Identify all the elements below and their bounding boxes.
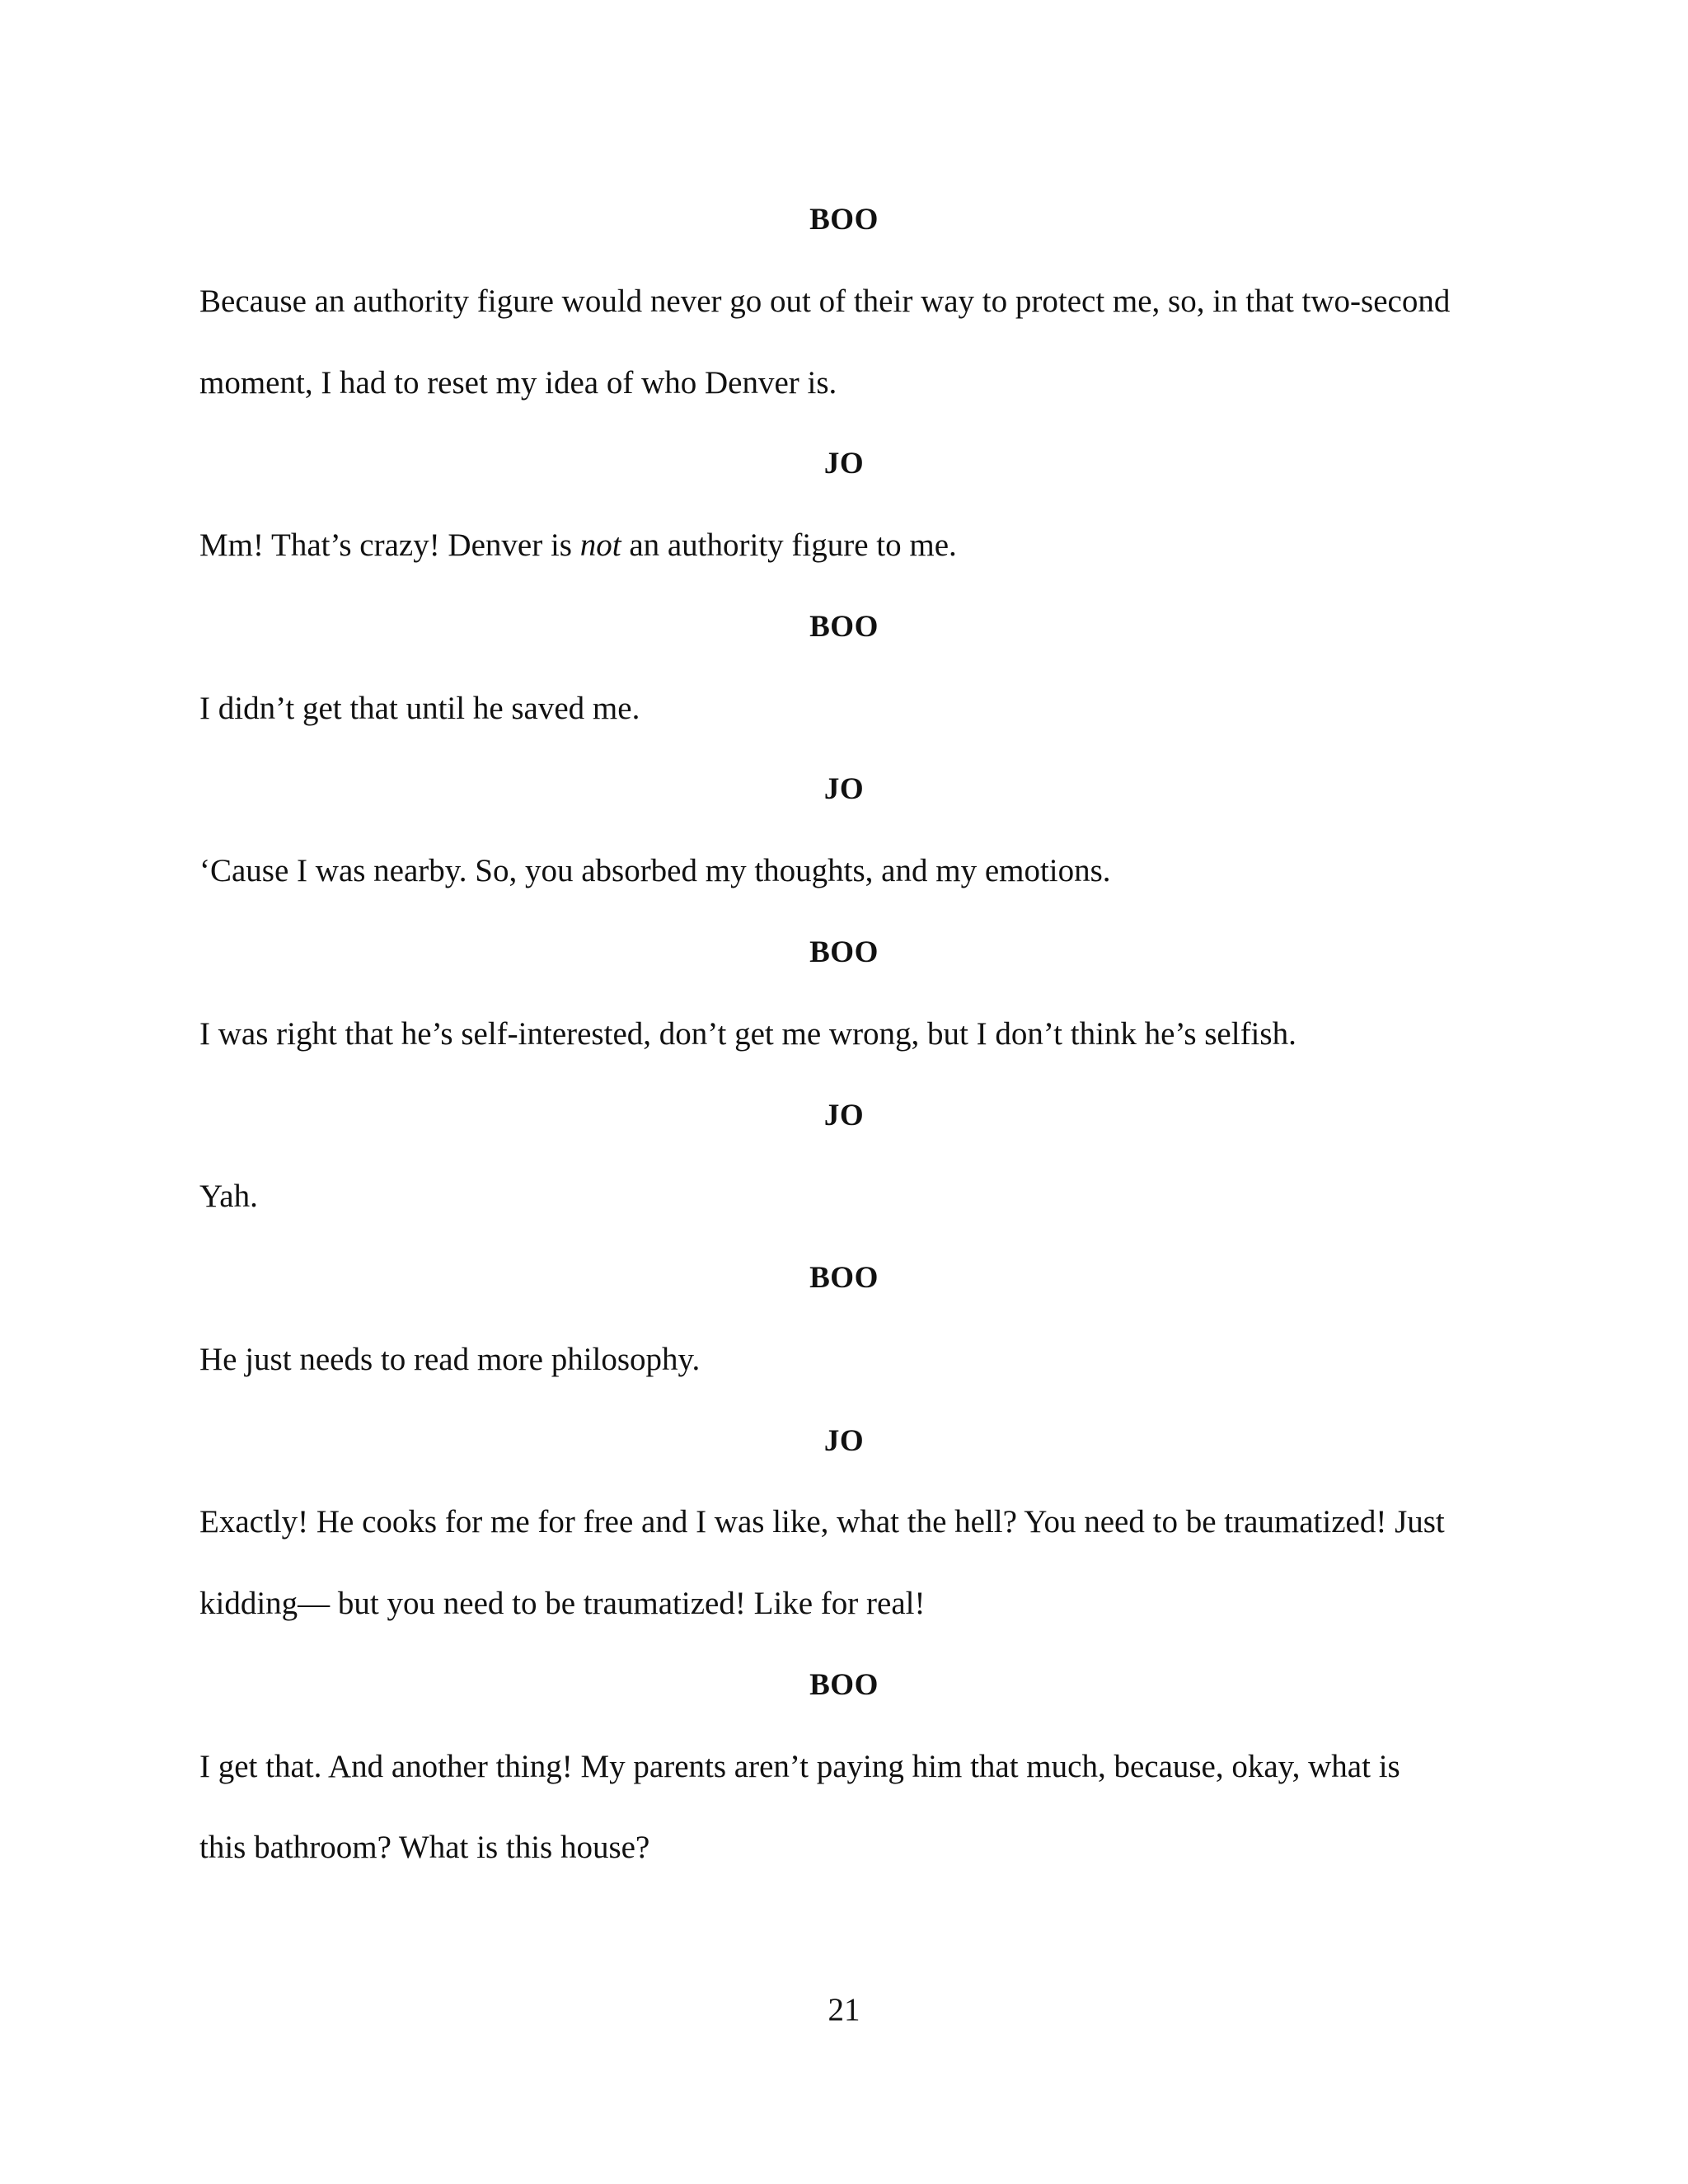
speaker-name: JO bbox=[823, 772, 865, 806]
dialogue-text: an authority figure to me. bbox=[621, 527, 957, 563]
dialogue-line: I get that. And another thing! My parents aren’t paying him that much, because, okay, what is bbox=[199, 1749, 1400, 1784]
dialogue-line: He just needs to read more philosophy. bbox=[199, 1342, 701, 1377]
speaker-name: BOO bbox=[809, 610, 879, 644]
dialogue-line bbox=[199, 525, 1518, 566]
dialogue-line: moment, I had to reset my idea of who Denver is. bbox=[199, 365, 837, 401]
page-number: 21 bbox=[828, 1992, 860, 2027]
emphasized-word: not bbox=[579, 527, 621, 563]
speaker-name: JO bbox=[823, 1424, 865, 1458]
speaker-name: BOO bbox=[809, 1261, 879, 1295]
dialogue-line: I didn’t get that until he saved me. bbox=[199, 691, 640, 726]
speaker-name: BOO bbox=[809, 935, 879, 969]
dialogue-line: this bathroom? What is this house? bbox=[199, 1830, 650, 1865]
speaker-name: BOO bbox=[809, 203, 879, 237]
speaker-name: JO bbox=[823, 1099, 865, 1132]
dialogue-line: kidding— but you need to be traumatized! Like for real! bbox=[199, 1586, 926, 1621]
dialogue-line: I was right that he’s self-interested, don’t get me wrong, but I don’t think he’s selfish. bbox=[199, 1016, 1296, 1052]
dialogue-line: ‘Cause I was nearby. So, you absorbed my thoughts, and my emotions. bbox=[199, 853, 1111, 888]
dialogue-line: Exactly! He cooks for me for free and I was like, what the hell? You need to be traumatized! Just bbox=[199, 1504, 1445, 1540]
dialogue-line: Yah. bbox=[199, 1179, 258, 1214]
dialogue-line: Because an authority figure would never go out of their way to protect me, so, in that two-second bbox=[199, 284, 1451, 319]
dialogue-text: Mm! That’s crazy! Denver is bbox=[199, 527, 580, 563]
speaker-name: BOO bbox=[809, 1668, 879, 1702]
speaker-name: JO bbox=[823, 447, 865, 480]
